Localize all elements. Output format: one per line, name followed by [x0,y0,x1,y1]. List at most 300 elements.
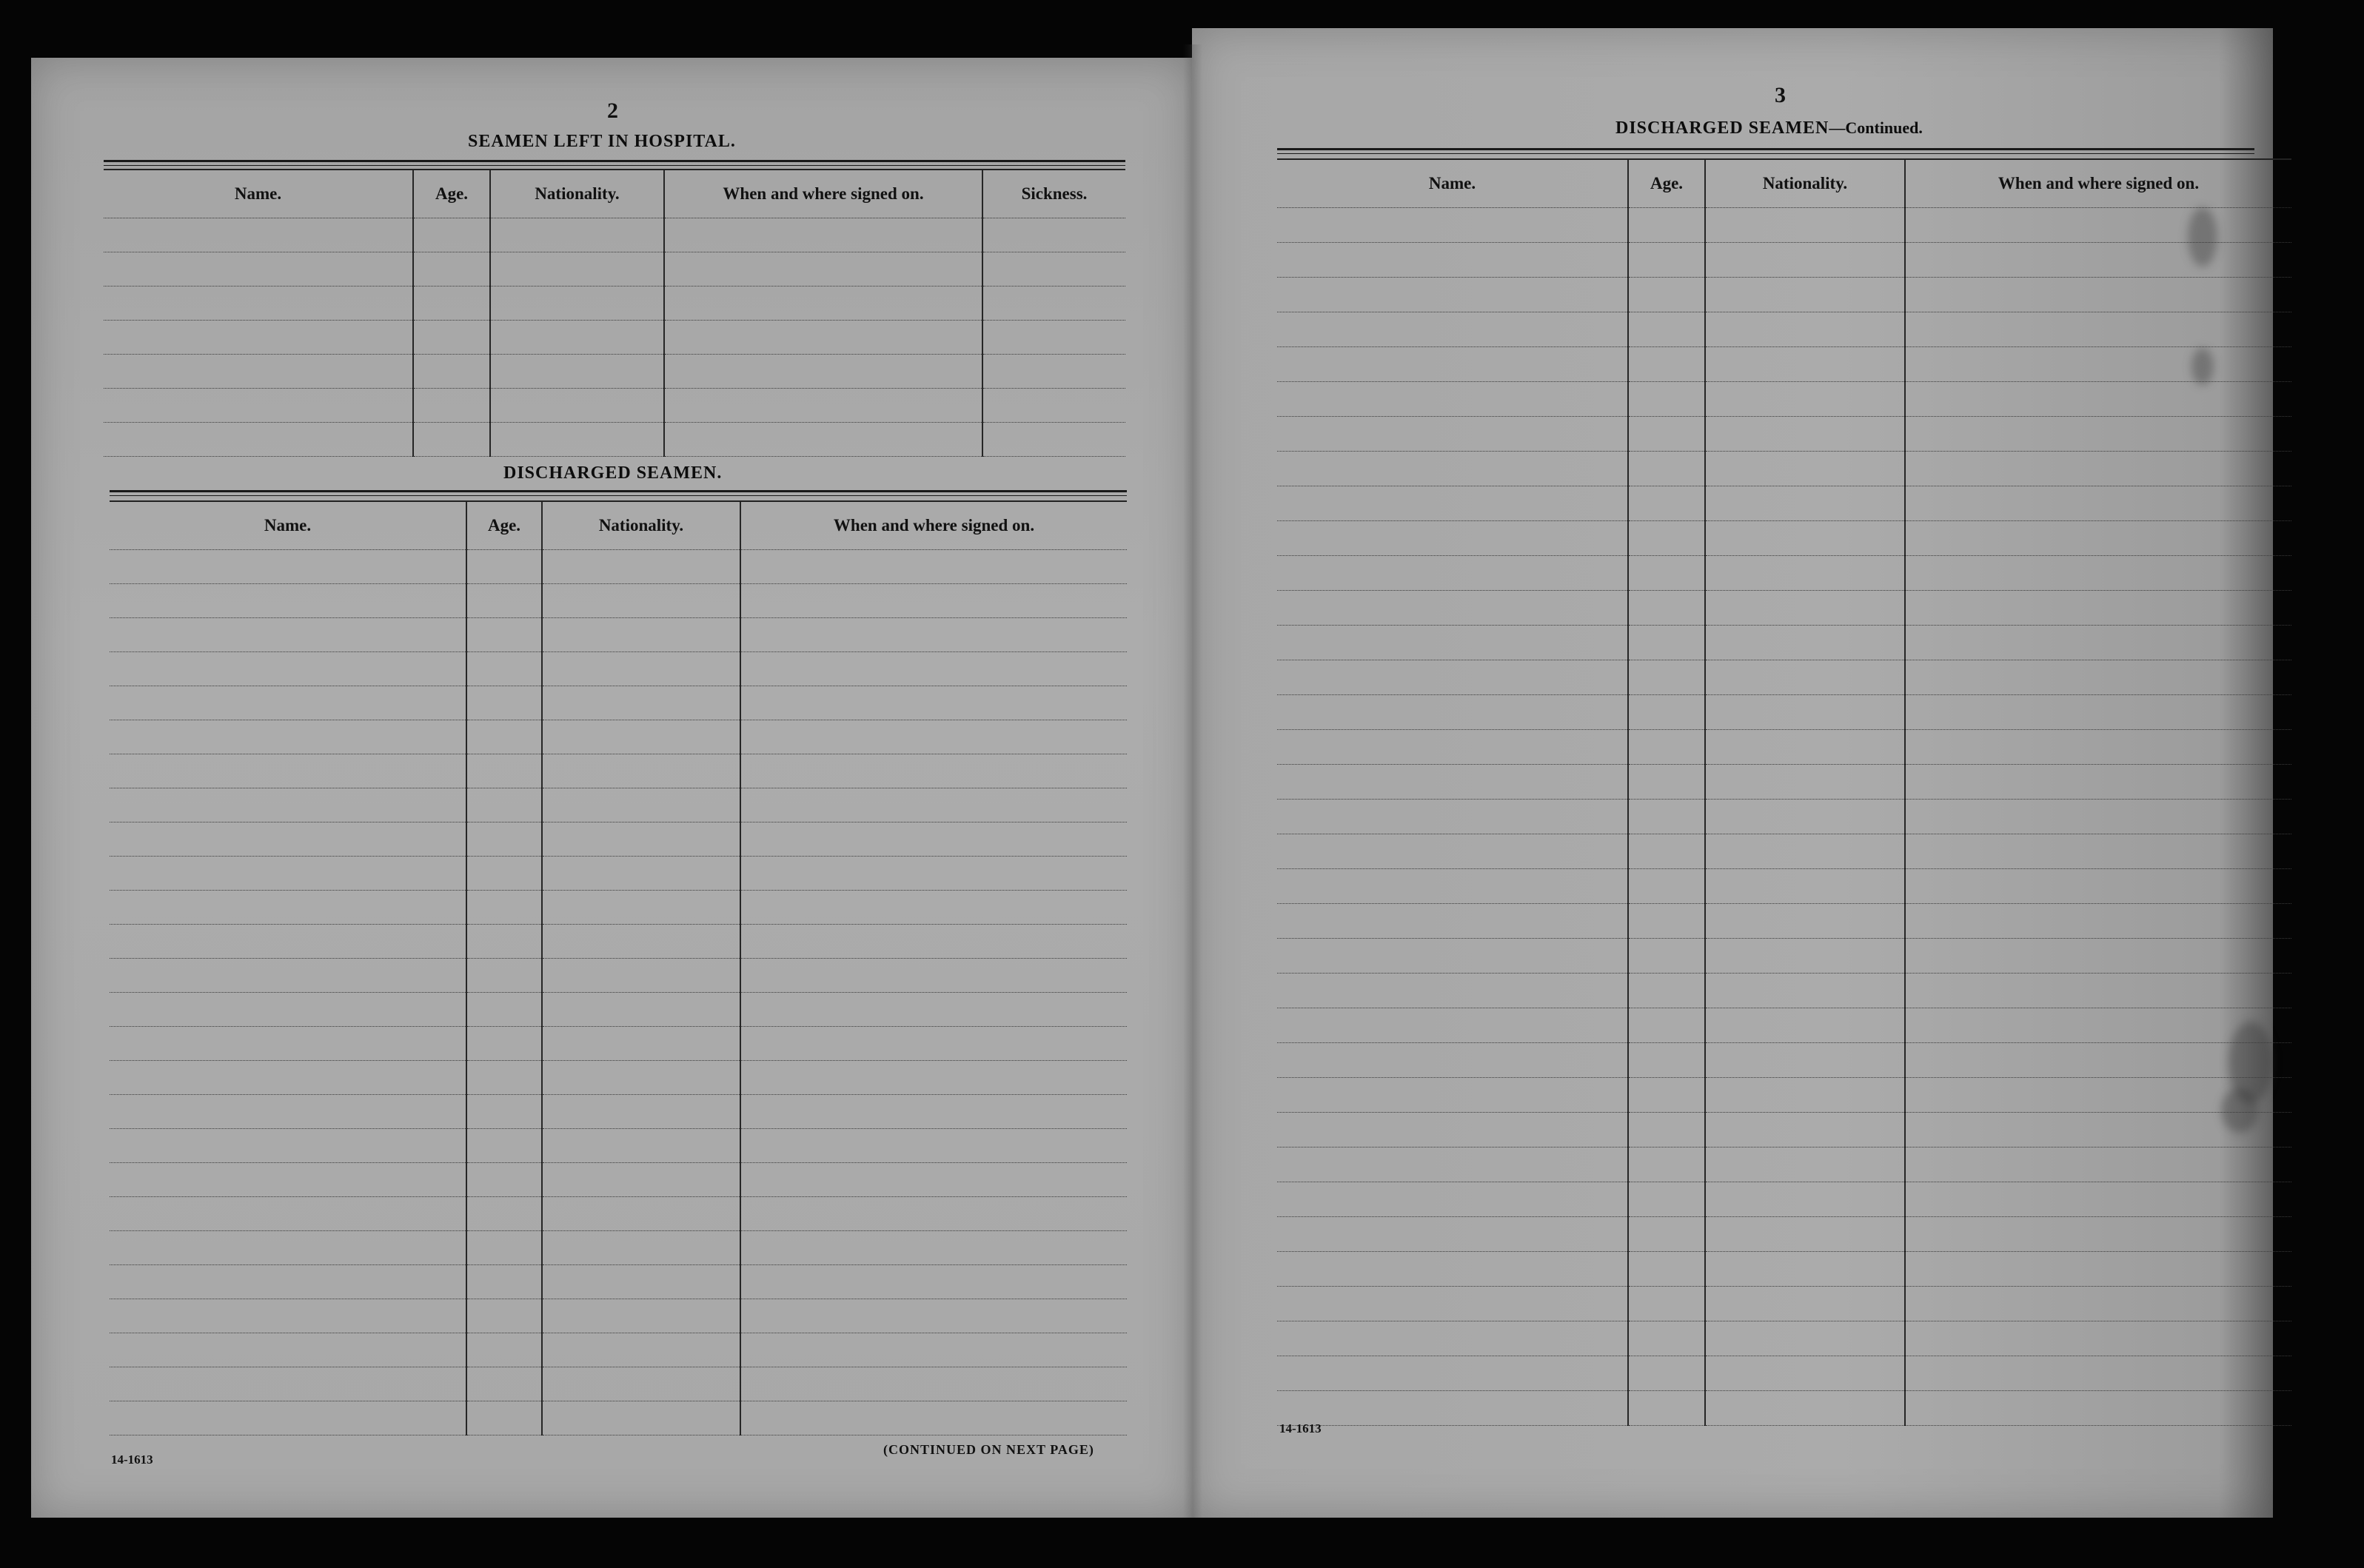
blank-entry-cell[interactable] [1277,1252,1628,1287]
blank-entry-cell[interactable] [110,584,466,618]
blank-entry-cell[interactable] [466,1163,542,1197]
blank-entry-cell[interactable] [1277,278,1628,312]
blank-entry-cell[interactable] [982,252,1125,287]
blank-entry-cell[interactable] [1905,1217,2291,1252]
blank-entry-cell[interactable] [1628,591,1705,626]
blank-entry-cell[interactable] [413,389,490,423]
blank-entry-cell[interactable] [110,891,466,925]
blank-entry-cell[interactable] [1628,208,1705,243]
blank-entry-cell[interactable] [740,925,1127,959]
blank-entry-cell[interactable] [1705,869,1905,904]
blank-entry-cell[interactable] [1905,382,2291,417]
blank-entry-cell[interactable] [1705,626,1905,660]
blank-entry-cell[interactable] [740,959,1127,993]
blank-entry-cell[interactable] [1905,1356,2291,1391]
blank-entry-cell[interactable] [1905,243,2291,278]
blank-entry-cell[interactable] [1905,974,2291,1008]
blank-entry-cell[interactable] [1277,904,1628,939]
blank-entry-cell[interactable] [1705,904,1905,939]
blank-entry-cell[interactable] [1905,486,2291,521]
blank-entry-cell[interactable] [466,618,542,652]
blank-entry-cell[interactable] [1705,1043,1905,1078]
blank-entry-cell[interactable] [664,423,982,457]
blank-entry-cell[interactable] [490,423,664,457]
blank-entry-cell[interactable] [740,1299,1127,1333]
blank-entry-cell[interactable] [740,1061,1127,1095]
blank-entry-cell[interactable] [110,686,466,720]
blank-entry-cell[interactable] [542,686,740,720]
blank-entry-cell[interactable] [1705,730,1905,765]
blank-entry-cell[interactable] [104,218,413,252]
blank-entry-cell[interactable] [542,1129,740,1163]
blank-entry-cell[interactable] [542,1299,740,1333]
blank-entry-cell[interactable] [413,287,490,321]
blank-entry-cell[interactable] [1905,1008,2291,1043]
blank-entry-cell[interactable] [542,618,740,652]
blank-entry-cell[interactable] [542,959,740,993]
blank-entry-cell[interactable] [1277,1078,1628,1113]
blank-entry-cell[interactable] [1277,626,1628,660]
blank-entry-cell[interactable] [110,1163,466,1197]
blank-entry-cell[interactable] [1628,452,1705,486]
blank-entry-cell[interactable] [1277,695,1628,730]
blank-entry-cell[interactable] [664,287,982,321]
blank-entry-cell[interactable] [104,287,413,321]
table-row [1277,626,2291,660]
blank-entry-cell[interactable] [542,857,740,891]
blank-entry-cell[interactable] [1628,904,1705,939]
blank-entry-cell[interactable] [1277,452,1628,486]
blank-entry-cell[interactable] [1277,1008,1628,1043]
blank-entry-cell[interactable] [466,550,542,584]
blank-entry-cell[interactable] [110,822,466,857]
blank-entry-cell[interactable] [1277,312,1628,347]
blank-entry-cell[interactable] [1705,1078,1905,1113]
blank-entry-cell[interactable] [664,321,982,355]
blank-entry-cell[interactable] [466,1265,542,1299]
blank-entry-cell[interactable] [664,252,982,287]
blank-entry-cell[interactable] [1628,521,1705,556]
blank-entry-cell[interactable] [740,1129,1127,1163]
blank-entry-cell[interactable] [1628,1391,1705,1426]
blank-entry-cell[interactable] [542,1027,740,1061]
blank-entry-cell[interactable] [1628,1008,1705,1043]
table-row [1277,591,2291,626]
blank-entry-cell[interactable] [1277,1356,1628,1391]
blank-entry-cell[interactable] [1277,974,1628,1008]
blank-entry-cell[interactable] [1705,347,1905,382]
blank-entry-cell[interactable] [740,686,1127,720]
blank-entry-cell[interactable] [740,891,1127,925]
blank-entry-cell[interactable] [1905,1391,2291,1426]
blank-entry-cell[interactable] [466,925,542,959]
blank-entry-cell[interactable] [1277,1321,1628,1356]
blank-entry-cell[interactable] [1705,417,1905,452]
blank-entry-cell[interactable] [1628,1321,1705,1356]
blank-entry-cell[interactable] [1905,626,2291,660]
blank-entry-cell[interactable] [542,1095,740,1129]
blank-entry-cell[interactable] [1628,1043,1705,1078]
blank-entry-cell[interactable] [1905,208,2291,243]
blank-entry-cell[interactable] [542,1333,740,1367]
blank-entry-cell[interactable] [1628,939,1705,974]
blank-entry-cell[interactable] [1277,208,1628,243]
blank-entry-cell[interactable] [542,754,740,788]
blank-entry-cell[interactable] [466,822,542,857]
blank-entry-cell[interactable] [466,1061,542,1095]
blank-entry-cell[interactable] [740,1367,1127,1401]
blank-entry-cell[interactable] [664,218,982,252]
blank-entry-cell[interactable] [542,550,740,584]
blank-entry-cell[interactable] [466,584,542,618]
blank-entry-cell[interactable] [1705,800,1905,834]
blank-entry-cell[interactable] [1628,626,1705,660]
blank-entry-cell[interactable] [740,1197,1127,1231]
blank-entry-cell[interactable] [740,720,1127,754]
table-row [1277,869,2291,904]
blank-entry-cell[interactable] [490,355,664,389]
blank-entry-cell[interactable] [542,1197,740,1231]
blank-entry-cell[interactable] [110,754,466,788]
blank-entry-cell[interactable] [413,252,490,287]
blank-entry-cell[interactable] [1905,591,2291,626]
blank-entry-cell[interactable] [110,1367,466,1401]
blank-entry-cell[interactable] [1705,834,1905,869]
blank-entry-cell[interactable] [740,550,1127,584]
blank-entry-cell[interactable] [1905,834,2291,869]
blank-entry-cell[interactable] [466,788,542,822]
hospital-table [104,169,1125,457]
blank-entry-cell[interactable] [1705,1321,1905,1356]
blank-entry-cell[interactable] [104,389,413,423]
blank-entry-cell[interactable] [542,652,740,686]
blank-entry-cell[interactable] [1905,904,2291,939]
blank-entry-cell[interactable] [413,423,490,457]
blank-entry-cell[interactable] [740,584,1127,618]
blank-entry-cell[interactable] [110,959,466,993]
blank-entry-cell[interactable] [466,1299,542,1333]
blank-entry-cell[interactable] [110,925,466,959]
blank-entry-cell[interactable] [1277,417,1628,452]
blank-entry-cell[interactable] [1705,1147,1905,1182]
blank-entry-cell[interactable] [1705,1182,1905,1217]
blank-entry-cell[interactable] [740,822,1127,857]
blank-entry-cell[interactable] [466,857,542,891]
blank-entry-cell[interactable] [982,389,1125,423]
blank-entry-cell[interactable] [110,1401,466,1435]
blank-entry-cell[interactable] [110,1027,466,1061]
blank-entry-cell[interactable] [466,1129,542,1163]
blank-entry-cell[interactable] [1705,452,1905,486]
blank-entry-cell[interactable] [1277,800,1628,834]
blank-entry-cell[interactable] [1705,1008,1905,1043]
table-row [110,618,1127,652]
blank-entry-cell[interactable] [1277,486,1628,521]
blank-entry-cell[interactable] [1628,660,1705,695]
blank-entry-cell[interactable] [1277,1147,1628,1182]
blank-entry-cell[interactable] [982,423,1125,457]
blank-entry-cell[interactable] [1905,765,2291,800]
blank-entry-cell[interactable] [1705,208,1905,243]
blank-entry-cell[interactable] [1628,1182,1705,1217]
blank-entry-cell[interactable] [1705,382,1905,417]
blank-entry-cell[interactable] [1628,1252,1705,1287]
blank-entry-cell[interactable] [466,1095,542,1129]
blank-entry-cell[interactable] [1277,869,1628,904]
table-row [110,1367,1127,1401]
blank-entry-cell[interactable] [740,857,1127,891]
blank-entry-cell[interactable] [740,1333,1127,1367]
blank-entry-cell[interactable] [110,1197,466,1231]
blank-entry-cell[interactable] [490,287,664,321]
blank-entry-cell[interactable] [110,550,466,584]
blank-entry-cell[interactable] [1628,556,1705,591]
blank-entry-cell[interactable] [466,891,542,925]
blank-entry-cell[interactable] [542,993,740,1027]
blank-entry-cell[interactable] [466,993,542,1027]
blank-entry-cell[interactable] [110,1333,466,1367]
blank-entry-cell[interactable] [110,1265,466,1299]
blank-entry-cell[interactable] [466,686,542,720]
blank-entry-cell[interactable] [1705,695,1905,730]
blank-entry-cell[interactable] [413,218,490,252]
blank-entry-cell[interactable] [466,652,542,686]
blank-entry-cell[interactable] [982,218,1125,252]
blank-entry-cell[interactable] [110,1231,466,1265]
blank-entry-cell[interactable] [1905,452,2291,486]
blank-entry-cell[interactable] [542,1401,740,1435]
table-row [1277,1217,2291,1252]
blank-entry-cell[interactable] [1277,1391,1628,1426]
blank-entry-cell[interactable] [1705,1252,1905,1287]
page-number-right: 3 [1775,83,1786,107]
blank-entry-cell[interactable] [740,993,1127,1027]
blank-entry-cell[interactable] [104,252,413,287]
blank-entry-cell[interactable] [1628,1356,1705,1391]
blank-entry-cell[interactable] [1705,1287,1905,1321]
blank-entry-cell[interactable] [1628,730,1705,765]
blank-entry-cell[interactable] [104,321,413,355]
blank-entry-cell[interactable] [1628,974,1705,1008]
blank-entry-cell[interactable] [542,1061,740,1095]
blank-entry-cell[interactable] [1277,730,1628,765]
blank-entry-cell[interactable] [1905,1287,2291,1321]
blank-entry-cell[interactable] [110,1129,466,1163]
blank-entry-cell[interactable] [1905,312,2291,347]
blank-entry-cell[interactable] [1277,382,1628,417]
blank-entry-cell[interactable] [1628,834,1705,869]
blank-entry-cell[interactable] [110,1061,466,1095]
blank-entry-cell[interactable] [1705,591,1905,626]
blank-entry-cell[interactable] [740,1265,1127,1299]
blank-entry-cell[interactable] [1905,1078,2291,1113]
blank-entry-cell[interactable] [1705,660,1905,695]
blank-entry-cell[interactable] [413,321,490,355]
blank-entry-cell[interactable] [542,822,740,857]
blank-entry-cell[interactable] [1628,1147,1705,1182]
blank-entry-cell[interactable] [1277,765,1628,800]
blank-entry-cell[interactable] [1277,1217,1628,1252]
blank-entry-cell[interactable] [542,584,740,618]
table-row [104,389,1125,423]
blank-entry-cell[interactable] [1628,1113,1705,1147]
blank-entry-cell[interactable] [110,720,466,754]
blank-entry-cell[interactable] [982,355,1125,389]
blank-entry-cell[interactable] [1277,1182,1628,1217]
blank-entry-cell[interactable] [1705,1356,1905,1391]
blank-entry-cell[interactable] [1628,869,1705,904]
blank-entry-cell[interactable] [1905,347,2291,382]
blank-entry-cell[interactable] [1705,243,1905,278]
blank-entry-cell[interactable] [1905,278,2291,312]
blank-entry-cell[interactable] [1628,278,1705,312]
blank-entry-cell[interactable] [542,1265,740,1299]
blank-entry-cell[interactable] [1905,556,2291,591]
blank-entry-cell[interactable] [740,618,1127,652]
blank-entry-cell[interactable] [1705,1217,1905,1252]
blank-entry-cell[interactable] [1905,800,2291,834]
blank-entry-cell[interactable] [542,891,740,925]
blank-entry-cell[interactable] [110,788,466,822]
blank-entry-cell[interactable] [490,389,664,423]
blank-entry-cell[interactable] [1277,834,1628,869]
table-row [110,993,1127,1027]
blank-entry-cell[interactable] [1905,1182,2291,1217]
blank-entry-cell[interactable] [110,1095,466,1129]
blank-entry-cell[interactable] [1277,939,1628,974]
blank-entry-cell[interactable] [110,857,466,891]
blank-entry-cell[interactable] [1277,556,1628,591]
blank-entry-cell[interactable] [740,788,1127,822]
blank-entry-cell[interactable] [1705,974,1905,1008]
page-gutter [1183,44,1202,1518]
blank-entry-cell[interactable] [413,355,490,389]
blank-entry-cell[interactable] [1628,1287,1705,1321]
blank-entry-cell[interactable] [1905,730,2291,765]
table-row [110,1061,1127,1095]
blank-entry-cell[interactable] [740,754,1127,788]
blank-entry-cell[interactable] [466,720,542,754]
blank-entry-cell[interactable] [1705,486,1905,521]
blank-entry-cell[interactable] [110,652,466,686]
table-row [110,1231,1127,1265]
table-row [1277,1182,2291,1217]
blank-entry-cell[interactable] [1705,1113,1905,1147]
blank-entry-cell[interactable] [1628,800,1705,834]
blank-entry-cell[interactable] [490,252,664,287]
blank-entry-cell[interactable] [664,355,982,389]
blank-entry-cell[interactable] [1705,765,1905,800]
blank-entry-cell[interactable] [104,355,413,389]
blank-entry-cell[interactable] [466,959,542,993]
discharged-continued-title: DISCHARGED SEAMEN—Continued. [1615,118,1923,138]
blank-entry-cell[interactable] [1628,765,1705,800]
blank-entry-cell[interactable] [1628,382,1705,417]
blank-entry-cell[interactable] [740,1095,1127,1129]
blank-entry-cell[interactable] [1705,556,1905,591]
blank-entry-cell[interactable] [740,652,1127,686]
blank-entry-cell[interactable] [490,218,664,252]
blank-entry-cell[interactable] [1628,243,1705,278]
blank-entry-cell[interactable] [466,1401,542,1435]
blank-entry-cell[interactable] [664,389,982,423]
blank-entry-cell[interactable] [1628,1217,1705,1252]
blank-entry-cell[interactable] [1905,1113,2291,1147]
table-row [1277,939,2291,974]
blank-entry-cell[interactable] [466,1231,542,1265]
blank-entry-cell[interactable] [1277,521,1628,556]
blank-entry-cell[interactable] [1705,312,1905,347]
blank-entry-cell[interactable] [1905,1321,2291,1356]
blank-entry-cell[interactable] [1628,1078,1705,1113]
blank-entry-cell[interactable] [1705,521,1905,556]
blank-entry-cell[interactable] [1905,695,2291,730]
blank-entry-cell[interactable] [110,993,466,1027]
blank-entry-cell[interactable] [1277,1043,1628,1078]
blank-entry-cell[interactable] [1905,660,2291,695]
blank-entry-cell[interactable] [1905,1147,2291,1182]
blank-entry-cell[interactable] [1628,486,1705,521]
blank-entry-cell[interactable] [542,1367,740,1401]
blank-entry-cell[interactable] [1277,1287,1628,1321]
blank-entry-cell[interactable] [1277,243,1628,278]
blank-entry-cell[interactable] [740,1163,1127,1197]
blank-entry-cell[interactable] [740,1231,1127,1265]
blank-entry-cell[interactable] [1628,347,1705,382]
blank-entry-cell[interactable] [466,754,542,788]
blank-entry-cell[interactable] [110,1299,466,1333]
blank-entry-cell[interactable] [542,925,740,959]
table-row [1277,521,2291,556]
blank-entry-cell[interactable] [104,423,413,457]
blank-entry-cell[interactable] [982,321,1125,355]
blank-entry-cell[interactable] [1705,1391,1905,1426]
blank-entry-cell[interactable] [110,618,466,652]
blank-entry-cell[interactable] [466,1367,542,1401]
blank-entry-cell[interactable] [740,1027,1127,1061]
blank-entry-cell[interactable] [466,1027,542,1061]
blank-entry-cell[interactable] [1277,1113,1628,1147]
table-row [1277,382,2291,417]
blank-entry-cell[interactable] [1905,939,2291,974]
blank-entry-cell[interactable] [1277,347,1628,382]
blank-entry-cell[interactable] [466,1333,542,1367]
blank-entry-cell[interactable] [1277,660,1628,695]
blank-entry-cell[interactable] [740,1401,1127,1435]
blank-entry-cell[interactable] [982,287,1125,321]
blank-entry-cell[interactable] [542,720,740,754]
blank-entry-cell[interactable] [1705,278,1905,312]
blank-entry-cell[interactable] [1628,695,1705,730]
blank-entry-cell[interactable] [542,788,740,822]
blank-entry-cell[interactable] [542,1231,740,1265]
blank-entry-cell[interactable] [1905,521,2291,556]
blank-entry-cell[interactable] [1905,869,2291,904]
blank-entry-cell[interactable] [490,321,664,355]
blank-entry-cell[interactable] [1277,591,1628,626]
table-row [1277,347,2291,382]
blank-entry-cell[interactable] [1905,1043,2291,1078]
blank-entry-cell[interactable] [466,1197,542,1231]
table-row [104,321,1125,355]
blank-entry-cell[interactable] [1905,417,2291,452]
blank-entry-cell[interactable] [1905,1252,2291,1287]
blank-entry-cell[interactable] [1705,939,1905,974]
blank-entry-cell[interactable] [1628,417,1705,452]
blank-entry-cell[interactable] [1628,312,1705,347]
blank-entry-cell[interactable] [542,1163,740,1197]
table-row [104,287,1125,321]
